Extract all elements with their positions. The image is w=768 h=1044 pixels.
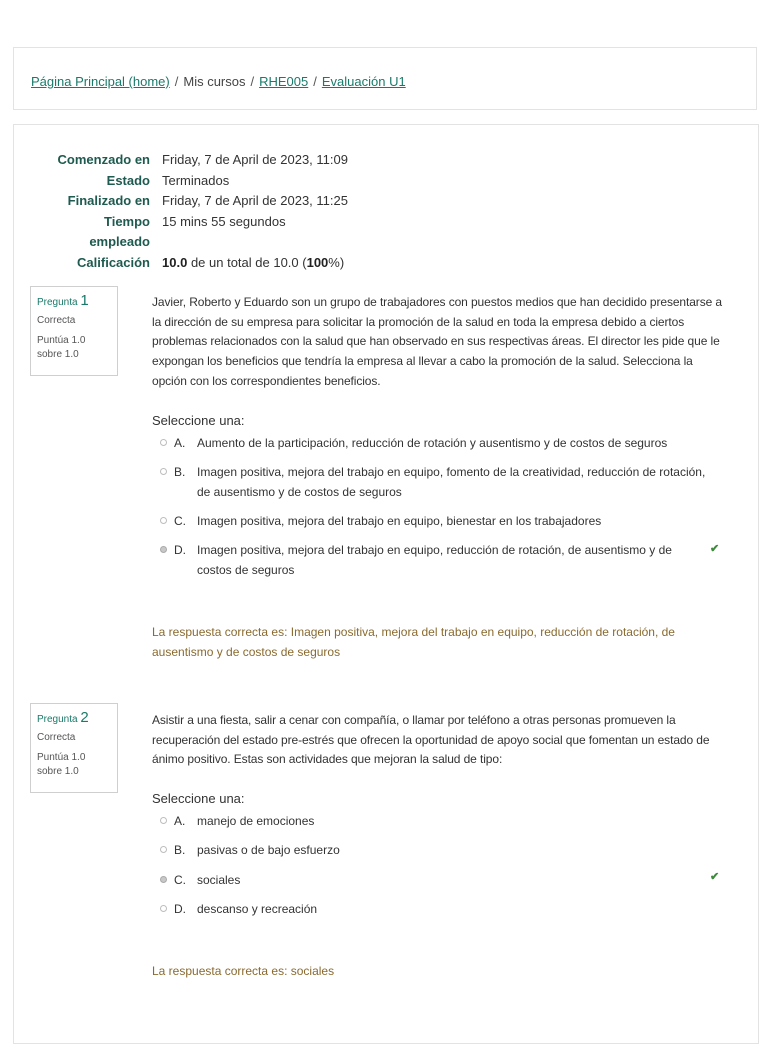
option-text: Imagen positiva, mejora del trabajo en equipo, bienestar en los trabajadores bbox=[197, 514, 602, 528]
grade-score: 10.0 bbox=[162, 254, 188, 270]
correct-check-icon: ✔ bbox=[710, 871, 720, 883]
question-label: Pregunta bbox=[37, 714, 78, 725]
question-info-2 bbox=[30, 703, 118, 793]
breadcrumb-home-link[interactable]: Página Principal (home) bbox=[31, 74, 170, 89]
option-letter: A. bbox=[174, 814, 186, 828]
option-letter: A. bbox=[174, 436, 186, 450]
option-text: Aumento de la participación, reducción de rotación y ausentismo y de costos de seguros bbox=[197, 436, 668, 450]
option-text: pasivas o de bajo esfuerzo bbox=[197, 843, 340, 857]
breadcrumb-separator: / bbox=[313, 74, 317, 89]
breadcrumb-course-link[interactable]: RHE005 bbox=[259, 74, 309, 89]
question-state: Correcta bbox=[37, 732, 76, 743]
option-letter: B. bbox=[174, 465, 186, 479]
select-one-prompt: Seleccione una: bbox=[152, 413, 245, 428]
summary-row-grade bbox=[14, 253, 714, 274]
finished-label: Finalizado en bbox=[67, 193, 150, 208]
option-letter: D. bbox=[174, 902, 186, 916]
attempt-summary bbox=[14, 150, 714, 273]
correct-check-icon: ✔ bbox=[710, 543, 720, 555]
breadcrumb-my-courses: Mis cursos bbox=[183, 74, 246, 89]
radio-button-selected[interactable] bbox=[160, 876, 167, 883]
question-number bbox=[37, 292, 111, 309]
question-text-2: Asistir a una fiesta, salir a cenar con compañía, o llamar por teléfono a otras personas promueven la recuperación del estado pre-estrés que ofrecen la oportunidad de apoyo social que fomentan un estado de ánimo positivo. Estas son actividades que mejoran la salud de tipo: bbox=[152, 713, 710, 767]
option-letter: C. bbox=[174, 873, 186, 887]
time-label: Tiempo empleado bbox=[89, 213, 150, 249]
question-text-1: Javier, Roberto y Eduardo son un grupo de trabajadores con puestos medios que han decidido presentarse a la dirección de su empresa para solicitar la promoción de la salud en toda la empresa debido a ciertos problemas relacionados con la salud que han observado en sus respectivas áreas. El director les pide que le expongan los beneficios que tendría la empresa al llevar a cabo la promoción de la salud. Selecciona la opción con los correspondientes beneficios. bbox=[152, 295, 722, 388]
state-label: Estado bbox=[106, 172, 150, 188]
breadcrumb-quiz-link[interactable]: Evaluación U1 bbox=[321, 74, 406, 89]
summary-row-state bbox=[14, 171, 714, 192]
question-info-1 bbox=[30, 286, 118, 376]
breadcrumb-container bbox=[13, 47, 757, 110]
option-text: manejo de emociones bbox=[197, 814, 315, 828]
finished-value: Friday, 7 de April de 2023, 11:25 bbox=[162, 193, 348, 208]
question-label: Pregunta bbox=[37, 297, 78, 308]
breadcrumb-separator: / bbox=[174, 74, 179, 89]
breadcrumb-separator: / bbox=[250, 74, 255, 89]
radio-button[interactable] bbox=[160, 905, 167, 912]
started-value: Friday, 7 de April de 2023, 11:09 bbox=[162, 152, 348, 167]
option-letter: B. bbox=[174, 843, 186, 857]
question-number-value: 1 bbox=[80, 292, 89, 309]
breadcrumb bbox=[31, 74, 406, 89]
correct-answer-feedback-2: La respuesta correcta es: sociales bbox=[152, 964, 335, 978]
grade-percent: 100 bbox=[306, 254, 329, 270]
question-state: Correcta bbox=[37, 315, 76, 326]
radio-button[interactable] bbox=[160, 468, 167, 475]
summary-row-finished bbox=[14, 191, 714, 212]
radio-button[interactable] bbox=[160, 439, 167, 446]
grade-value bbox=[162, 253, 344, 274]
option-text: Imagen positiva, mejora del trabajo en equipo, fomento de la creatividad, reducción de rotación, de ausentismo y de costos de seguros bbox=[197, 465, 706, 499]
correct-answer-feedback-1: La respuesta correcta es: Imagen positiva, mejora del trabajo en equipo, reducción de rotación, de ausentismo y de costos de seguros bbox=[152, 625, 675, 659]
select-one-prompt: Seleccione una: bbox=[152, 791, 245, 806]
question-number bbox=[37, 709, 111, 726]
radio-button-selected[interactable] bbox=[160, 546, 167, 553]
option-letter: D. bbox=[174, 543, 186, 557]
summary-row-time bbox=[14, 212, 714, 253]
option-text: sociales bbox=[197, 873, 241, 887]
question-grade: Puntúa 1.0 sobre 1.0 bbox=[37, 335, 86, 360]
question-number-value: 2 bbox=[80, 709, 89, 726]
grade-label: Calificación bbox=[77, 254, 150, 270]
option-letter: C. bbox=[174, 514, 186, 528]
option-text: descanso y recreación bbox=[197, 902, 318, 916]
radio-button[interactable] bbox=[160, 846, 167, 853]
grade-percent-suffix: %) bbox=[328, 254, 345, 270]
option-text: Imagen positiva, mejora del trabajo en equipo, reducción de rotación, de ausentismo y de costos de seguros bbox=[197, 543, 672, 577]
started-label: Comenzado en bbox=[57, 152, 150, 167]
quiz-review-region bbox=[13, 124, 759, 1044]
grade-total-text: de un total de 10.0 ( bbox=[190, 254, 307, 270]
radio-button[interactable] bbox=[160, 817, 167, 824]
time-value: 15 mins 55 segundos bbox=[162, 213, 286, 229]
summary-row-started bbox=[14, 150, 714, 171]
state-value: Terminados bbox=[162, 172, 230, 188]
question-grade: Puntúa 1.0 sobre 1.0 bbox=[37, 752, 86, 777]
radio-button[interactable] bbox=[160, 517, 167, 524]
